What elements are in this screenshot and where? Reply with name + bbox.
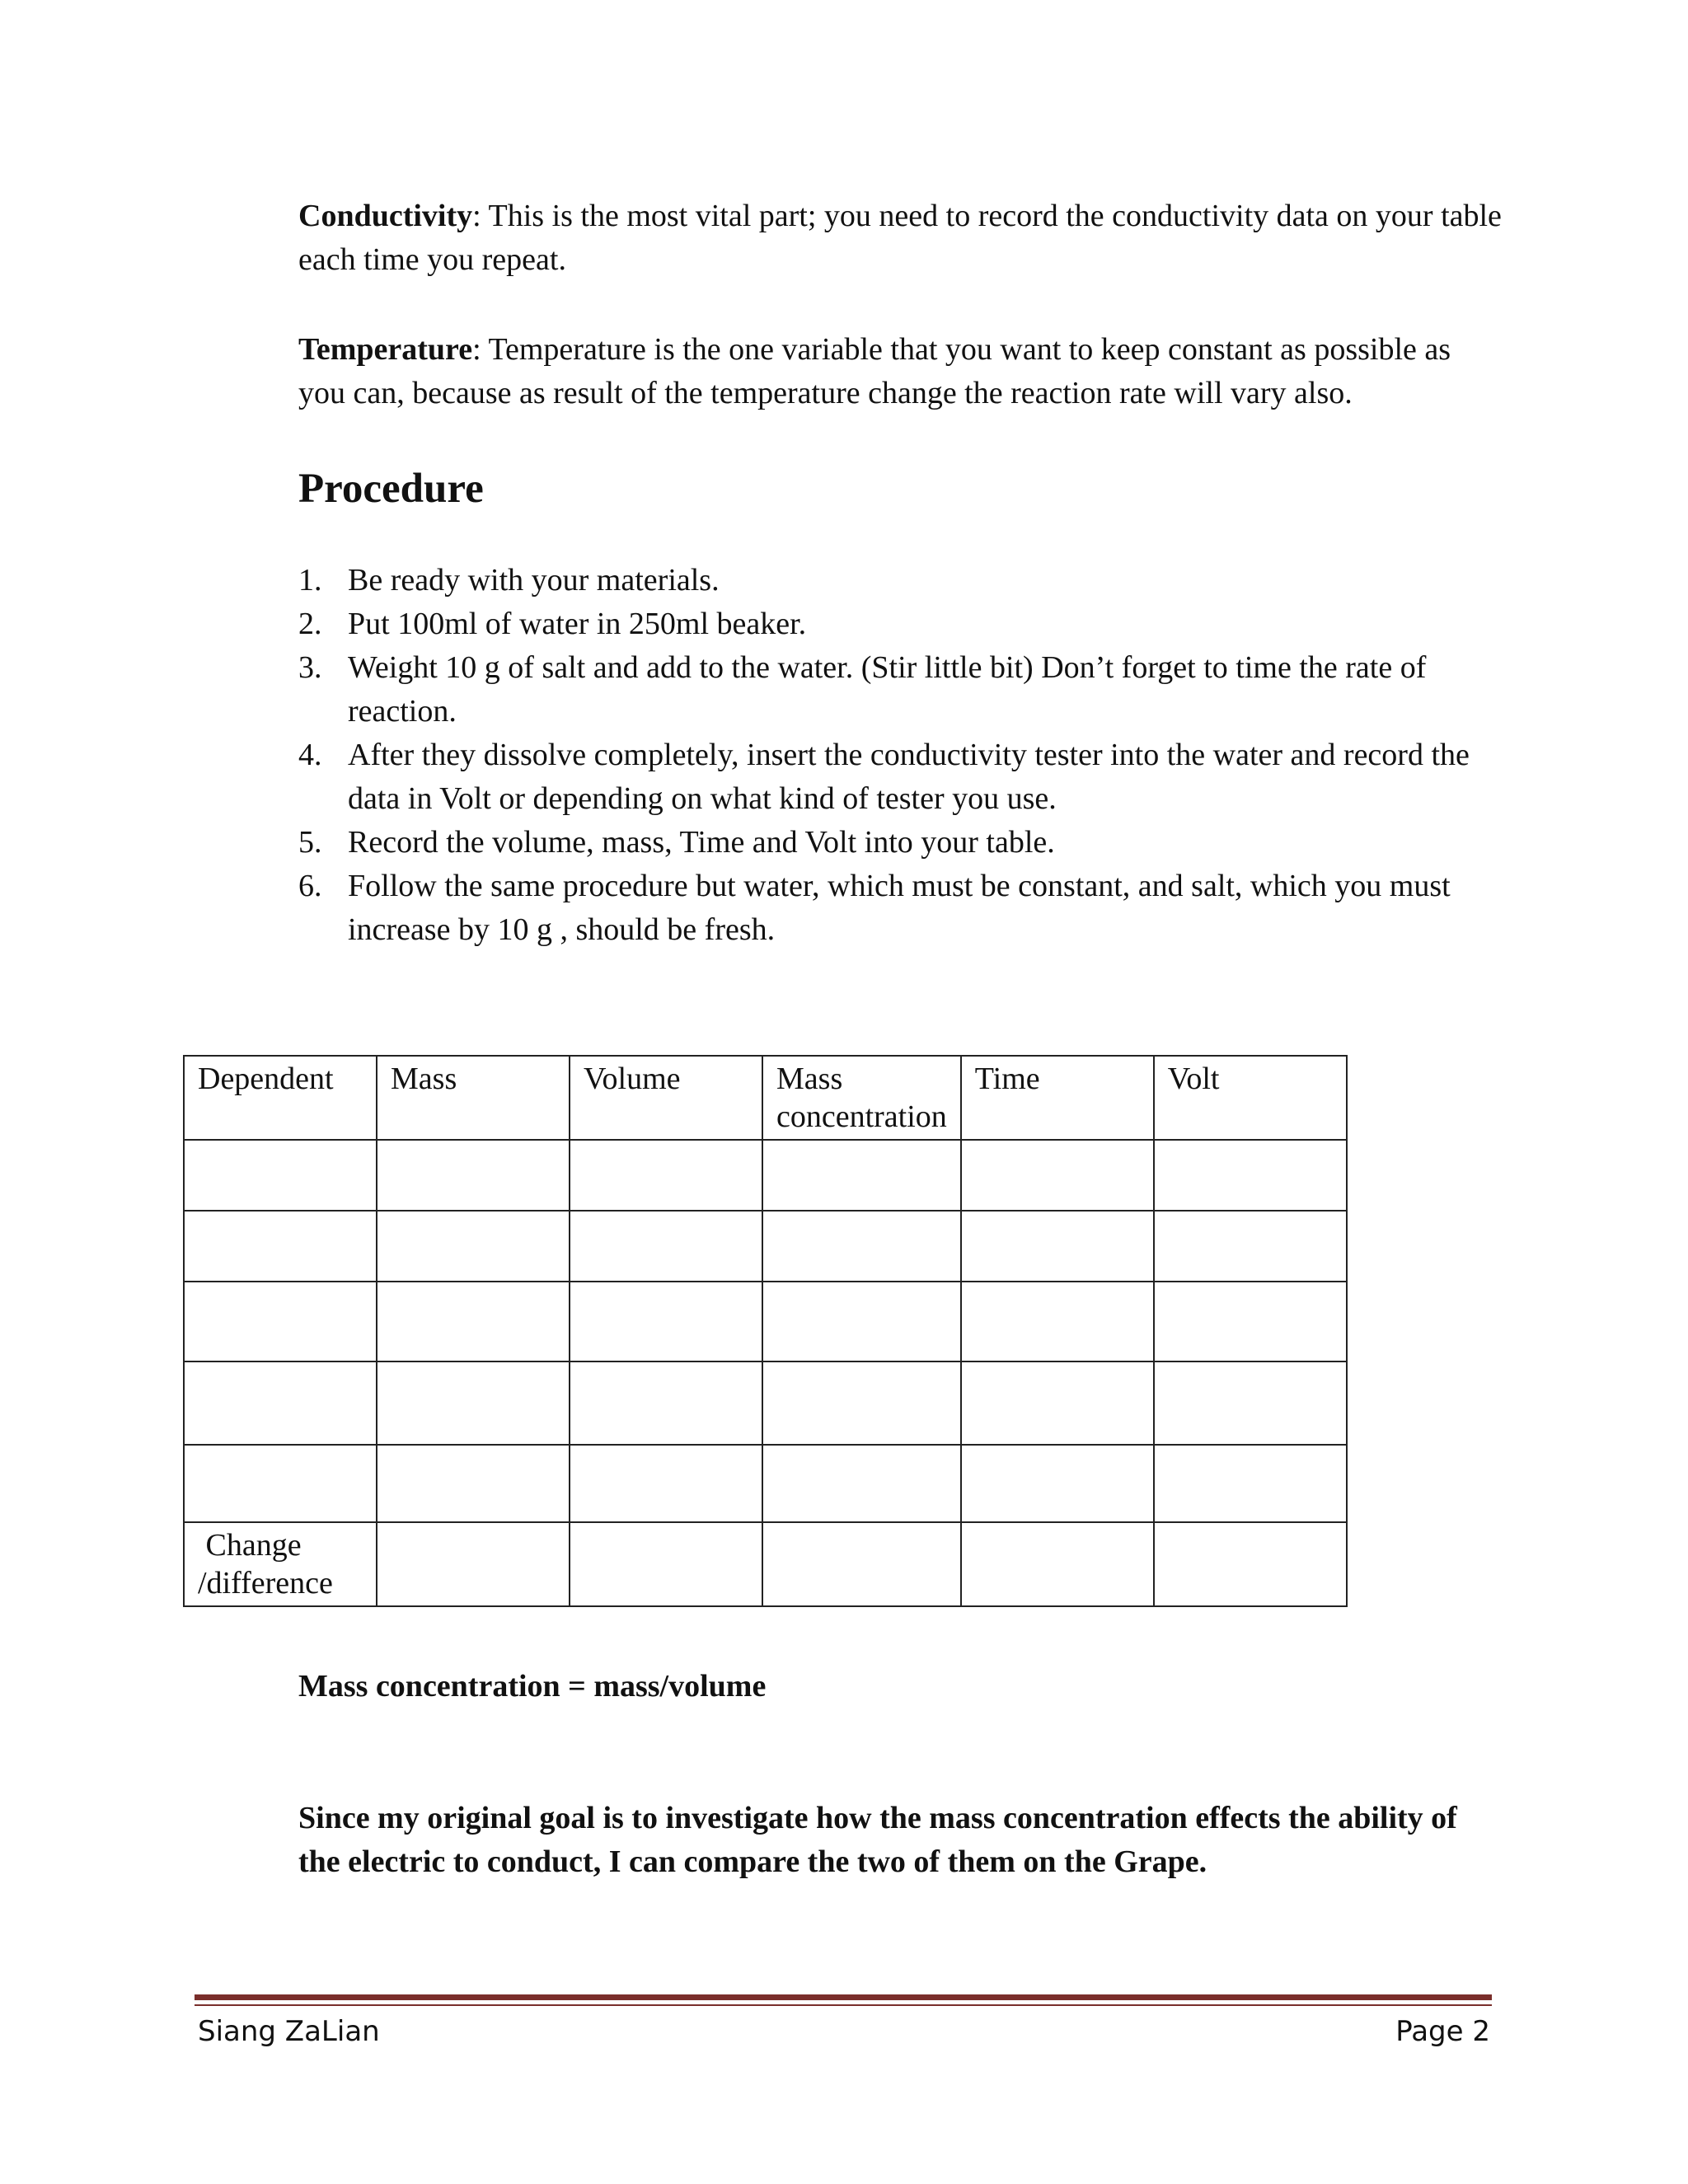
step-number: 1. <box>298 563 322 598</box>
table-cell <box>961 1445 1154 1522</box>
step-number: 2. <box>298 607 322 641</box>
table-cell <box>762 1211 961 1282</box>
table-header-cell: Mass <box>377 1056 570 1140</box>
table-cell <box>184 1282 377 1361</box>
footer-rule-thin <box>195 2004 1492 2006</box>
procedure-step <box>298 733 1502 821</box>
table-cell <box>762 1361 961 1445</box>
table-cell <box>1154 1282 1347 1361</box>
table-row <box>184 1361 1347 1445</box>
formula-text: Mass concentration = mass/volume <box>298 1669 767 1704</box>
table-cell <box>961 1140 1154 1211</box>
table-cell <box>1154 1445 1347 1522</box>
table-cell <box>570 1211 762 1282</box>
conclusion-text: Since my original goal is to investigate how the mass concentration effects the ability of the electric to conduct, I can compare the two of them on the Grape. <box>298 1801 1457 1879</box>
table-cell <box>1154 1211 1347 1282</box>
step-text: Be ready with your materials. <box>348 563 720 598</box>
conductivity-term: Conductivity <box>298 199 473 233</box>
step-number: 3. <box>298 650 322 685</box>
table-row <box>184 1211 1347 1282</box>
table-cell <box>762 1140 961 1211</box>
table-cell <box>570 1282 762 1361</box>
table-cell <box>377 1445 570 1522</box>
procedure-step <box>298 646 1502 733</box>
table-cell <box>570 1522 762 1606</box>
step-text: Follow the same procedure but water, which must be constant, and salt, which you must increase by 10 g , should be fresh. <box>348 869 1451 947</box>
table-cell <box>1154 1522 1347 1606</box>
table-cell <box>961 1282 1154 1361</box>
table-cell <box>961 1361 1154 1445</box>
change-difference-label: Change /difference <box>184 1522 377 1606</box>
table-cell <box>762 1445 961 1522</box>
step-text: After they dissolve completely, insert the conductivity tester into the water and record the data in Volt or depending on what kind of tester you use. <box>348 738 1470 816</box>
step-text: Record the volume, mass, Time and Volt into your table. <box>348 825 1055 860</box>
table-cell <box>377 1522 570 1606</box>
step-text: Weight 10 g of salt and add to the water. (Stir little bit) Don’t forget to time the rate of reaction. <box>348 650 1427 729</box>
table-cell <box>1154 1140 1347 1211</box>
table-cell <box>184 1361 377 1445</box>
table-cell <box>184 1445 377 1522</box>
step-number: 6. <box>298 869 322 903</box>
footer-page-number: Page 2 <box>1395 2015 1490 2048</box>
temperature-text: : Temperature is the one variable that you want to keep constant as possible as you can, because as result of the temperature change the reaction rate will vary also. <box>298 332 1451 410</box>
procedure-step <box>298 602 1502 646</box>
table-header-cell: Dependent <box>184 1056 377 1140</box>
procedure-step <box>298 559 1502 602</box>
footer-author: Siang ZaLian <box>198 2015 380 2048</box>
procedure-step <box>298 865 1502 952</box>
procedure-heading: Procedure <box>298 466 484 512</box>
table-cell <box>762 1522 961 1606</box>
data-table <box>183 1055 1348 1607</box>
table-cell <box>570 1140 762 1211</box>
table-row <box>184 1140 1347 1211</box>
procedure-list <box>298 559 1502 952</box>
table-cell <box>377 1211 570 1282</box>
footer-rule <box>195 1994 1492 2000</box>
table-row <box>184 1445 1347 1522</box>
temperature-paragraph <box>298 328 1502 415</box>
table-cell <box>961 1211 1154 1282</box>
table-header-cell: Volume <box>570 1056 762 1140</box>
step-text: Put 100ml of water in 250ml beaker. <box>348 607 807 641</box>
procedure-step <box>298 821 1502 865</box>
table-cell <box>377 1140 570 1211</box>
table-cell <box>377 1361 570 1445</box>
step-number: 4. <box>298 738 322 772</box>
step-number: 5. <box>298 825 322 860</box>
table-header-cell: Volt <box>1154 1056 1347 1140</box>
table-cell <box>184 1211 377 1282</box>
conductivity-paragraph <box>298 194 1502 282</box>
conductivity-text: : This is the most vital part; you need to record the conductivity data on your table each time you repeat. <box>298 199 1502 277</box>
table-cell <box>961 1522 1154 1606</box>
table-cell <box>1154 1361 1347 1445</box>
table-cell <box>570 1361 762 1445</box>
table-cell <box>184 1140 377 1211</box>
table-header-cell: Mass concentration <box>762 1056 961 1140</box>
temperature-term: Temperature <box>298 332 473 367</box>
table-header-row <box>184 1056 1347 1140</box>
table-cell <box>377 1282 570 1361</box>
table-header-cell: Time <box>961 1056 1154 1140</box>
table-cell <box>762 1282 961 1361</box>
table-row-change <box>184 1522 1347 1606</box>
table-row <box>184 1282 1347 1361</box>
table-cell <box>570 1445 762 1522</box>
